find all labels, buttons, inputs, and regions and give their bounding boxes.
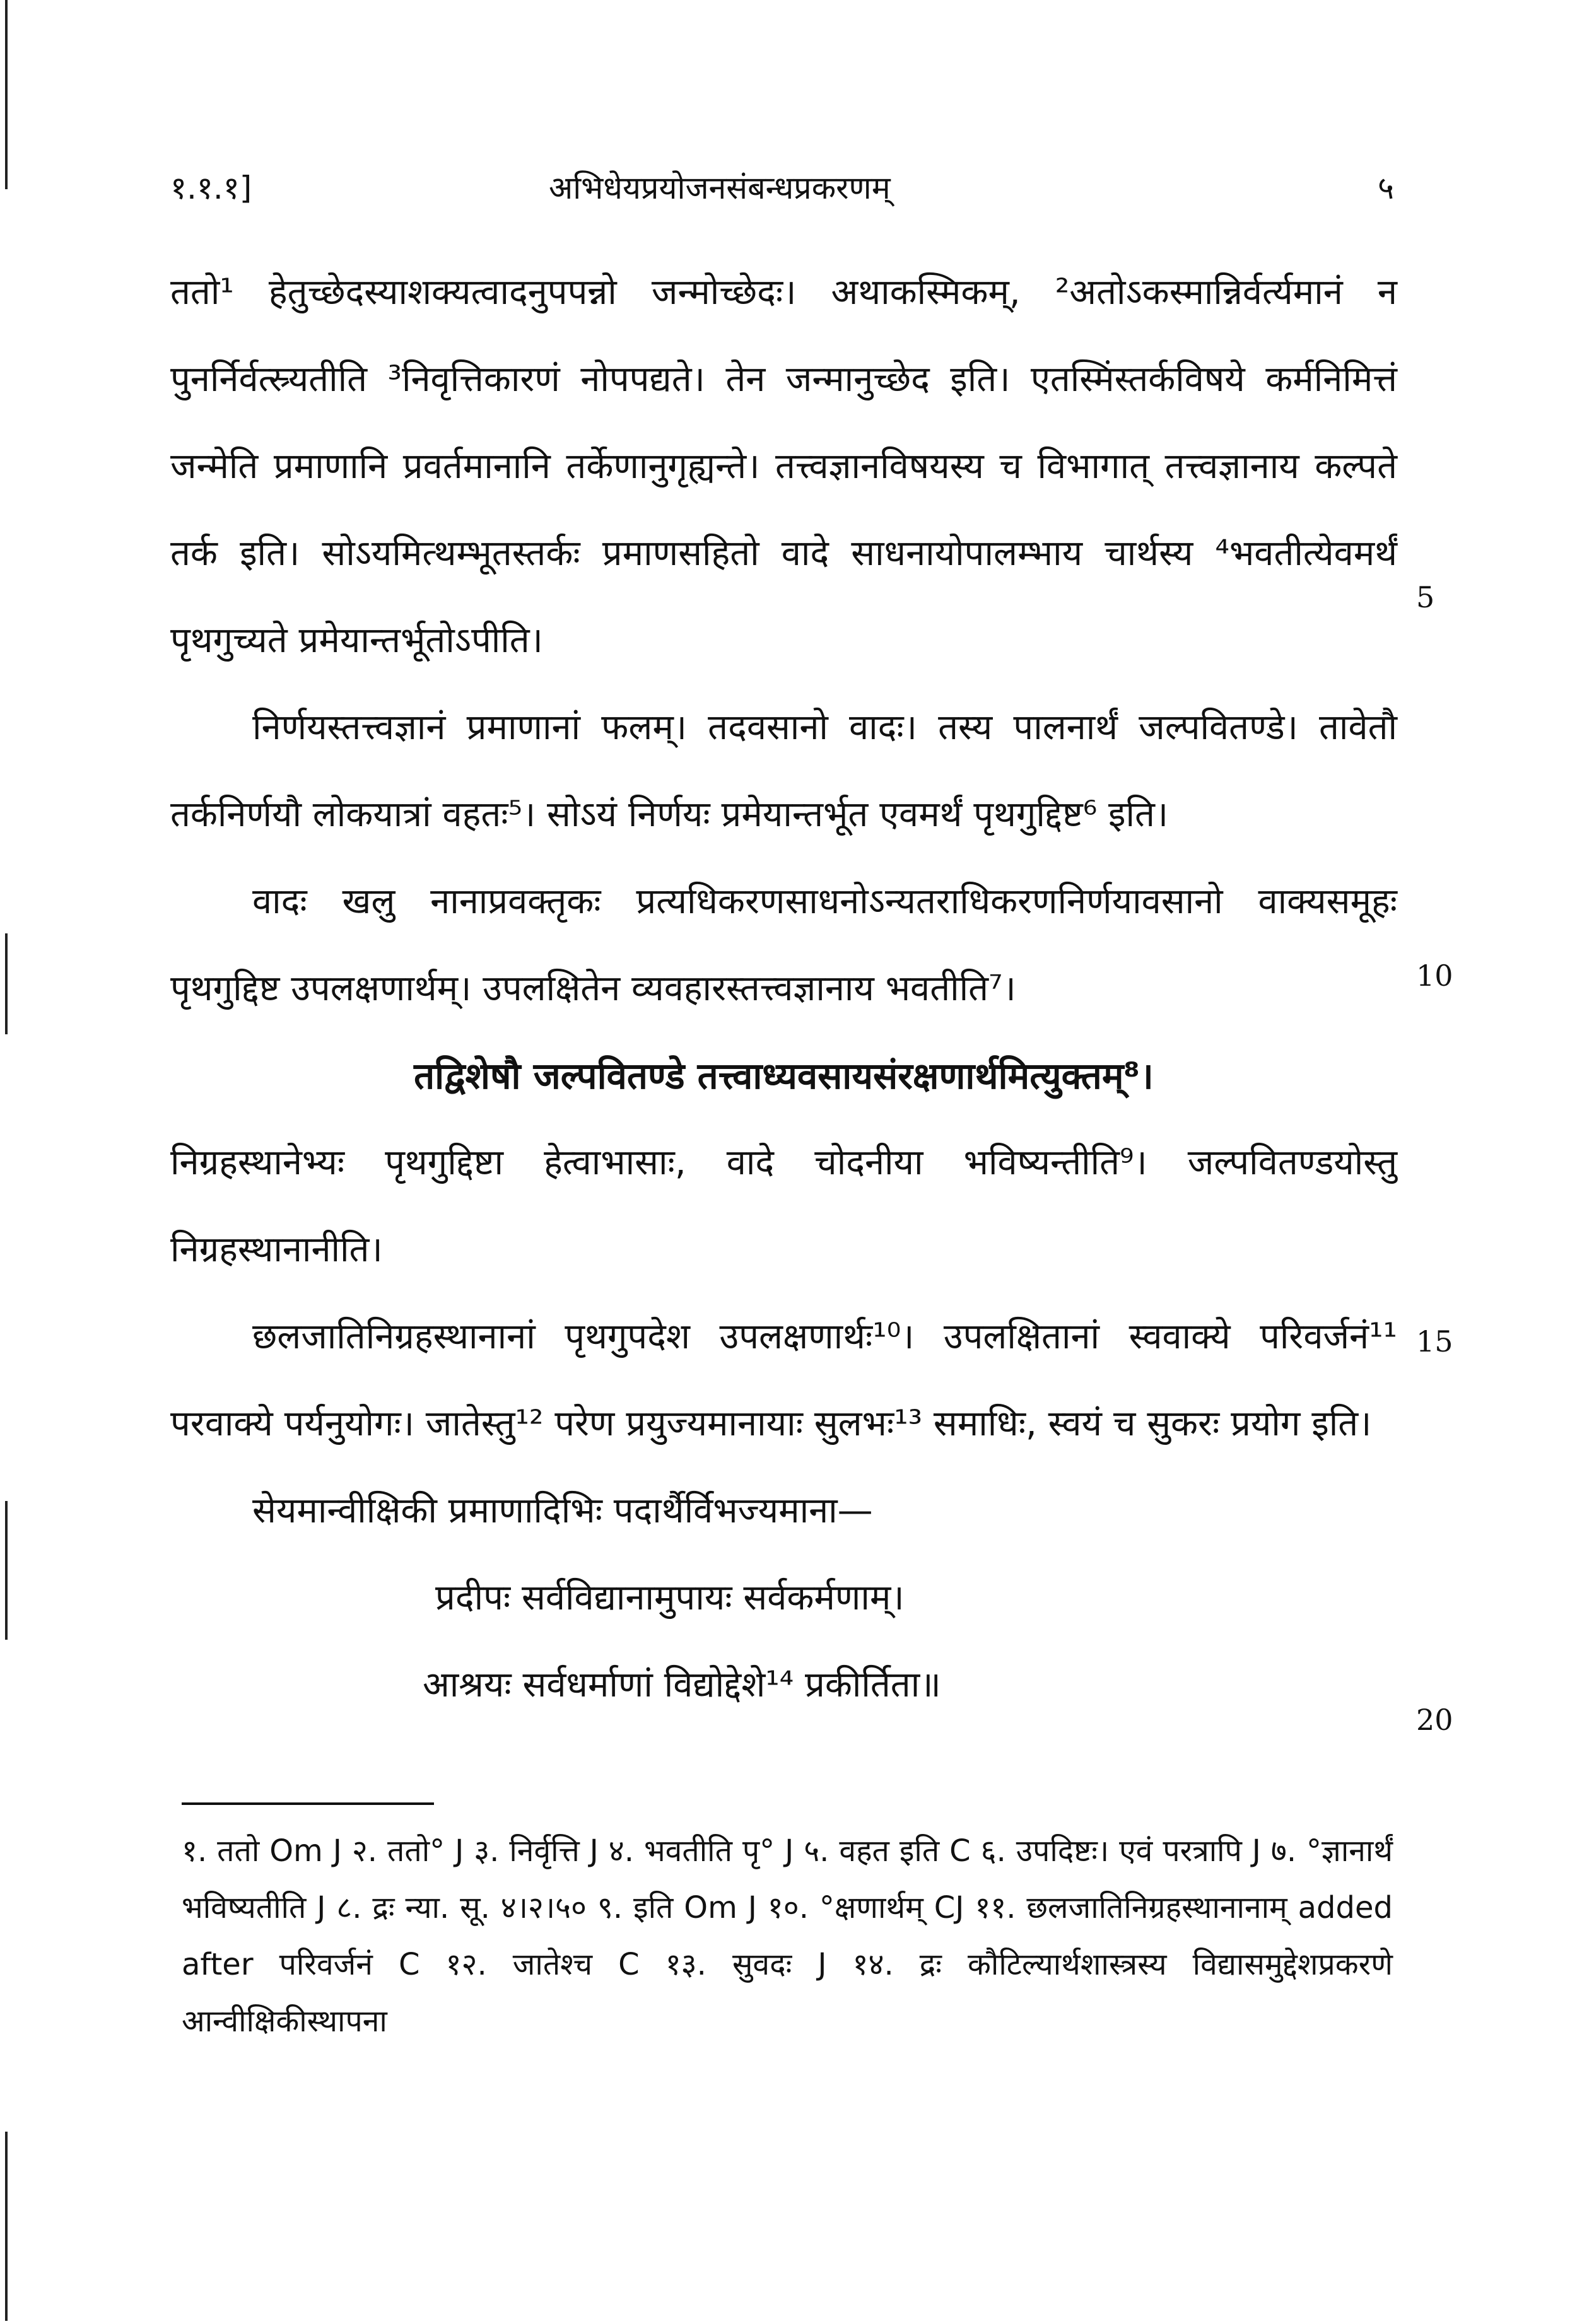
line-number: 15 bbox=[1416, 1324, 1453, 1358]
binding-edge-mark bbox=[5, 0, 8, 189]
paragraph: सेयमान्वीक्षिकी प्रमाणादिभिः पदार्थैर्विभज्यमाना— bbox=[252, 1490, 873, 1531]
section-reference: १.१.१] bbox=[170, 170, 252, 206]
line-number: 5 bbox=[1416, 580, 1435, 614]
binding-edge-mark bbox=[5, 933, 8, 1034]
page-number: ५ bbox=[1378, 170, 1394, 206]
footnotes bbox=[182, 1823, 1393, 2050]
verse-line: आश्रयः सर्वधर्माणां विद्योद्देशे¹⁴ प्रकीर्तिता॥ bbox=[423, 1664, 941, 1705]
binding-edge-mark bbox=[5, 1501, 8, 1640]
running-header bbox=[170, 165, 1394, 216]
line-number: 20 bbox=[1416, 1703, 1453, 1737]
chapter-title: अभिधेयप्रयोजनसंबन्धप्रकरणम् bbox=[549, 170, 891, 206]
footnote-text: १. ततो Om J २. ततो° J ३. निर्वृत्ति J ४. भवतीति पृ° J ५. वहत इति C ६. उपदिष्टः। एवं परत्रापि J ७. °ज्ञानार्थं भविष्यतीति J ८. द्रः न्या. सू. ४।२।५० ९. इति Om J १०. °क्षणार्थम् CJ ११. छलजातिनिग्रहस्थानानाम् added after परिवर्जनं C १२. जातेश्च C १३. सुवदः J १४. द्रः कौटिल्यार्थशास्त्रस्य विद्यासमुद्देशप्रकरणे आन्वीक्षिकीस्थापना bbox=[182, 1833, 1393, 2039]
line-number: 10 bbox=[1416, 959, 1453, 993]
verse-line: प्रदीपः सर्वविद्यानामुपायः सर्वकर्मणाम्। bbox=[435, 1577, 905, 1618]
binding-edge-mark bbox=[5, 2132, 8, 2321]
paragraph: वादः खलु नानाप्रवक्तृकः प्रत्यधिकरणसाधनोऽन्यतराधिकरणनिर्णयावसानो वाक्यसमूहः पृथगुद्दिष्ट उपलक्षणार्थम्। उपलक्षितेन व्यवहारस्तत्त्वज्ञानाय भवतीति⁷। bbox=[170, 881, 1397, 1009]
sutra-heading: तद्विशेषौ जल्पवितण्डे तत्त्वाध्यवसायसंरक्षणार्थमित्युक्तम्⁸। bbox=[414, 1054, 1154, 1097]
paragraph: ततो¹ हेतुच्छेदस्याशक्यत्वादनुपपन्नो जन्मोच्छेदः। अथाकस्मिकम्, ²अतोऽकस्मान्निर्वर्त्यमानं न पुनर्निर्वत्स्र्यतीति ³निवृत्तिकारणं नोपपद्यते। तेन जन्मानुच्छेद इति। एतस्मिंस्तर्कविषये कर्मनिमित्तं जन्मेति प्रमाणानि प्रवर्तमानानि तर्केणानुगृह्यन्ते। तत्त्वज्ञानविषयस्य च विभागात् तत्त्वज्ञानाय कल्पते तर्क इति। सोऽयमित्थम्भूतस्तर्कः प्रमाणसहितो वादे साधनायोपालम्भाय चार्थस्य ⁴भवतीत्येवमर्थं पृथगुच्यते प्रमेयान्तर्भूतोऽपीति। bbox=[170, 272, 1397, 661]
footnote-divider bbox=[182, 1802, 434, 1805]
paragraph: निर्णयस्तत्त्वज्ञानं प्रमाणानां फलम्। तदवसानो वादः। तस्य पालनार्थं जल्पवितण्डे। तावेतौ तर्कनिर्णयौ लोकयात्रां वहतः⁵। सोऽयं निर्णयः प्रमेयान्तर्भूत एवमर्थं पृथगुद्दिष्ट⁶ इति। bbox=[170, 707, 1397, 835]
paragraph: निग्रहस्थानेभ्यः पृथगुद्दिष्टा हेत्वाभासाः, वादे चोदनीया भविष्यन्तीति⁹। जल्पवितण्डयोस्तु निग्रहस्थानानीति। bbox=[170, 1142, 1397, 1270]
paragraph: छलजातिनिग्रहस्थानानां पृथगुपदेश उपलक्षणार्थः¹⁰। उपलक्षितानां स्ववाक्ये परिवर्जनं¹¹ परवाक्ये पर्यनुयोगः। जातेस्तु¹² परेण प्रयुज्यमानायाः सुलभः¹³ समाधिः, स्वयं च सुकरः प्रयोग इति। bbox=[170, 1316, 1397, 1444]
main-text bbox=[170, 249, 1397, 1729]
